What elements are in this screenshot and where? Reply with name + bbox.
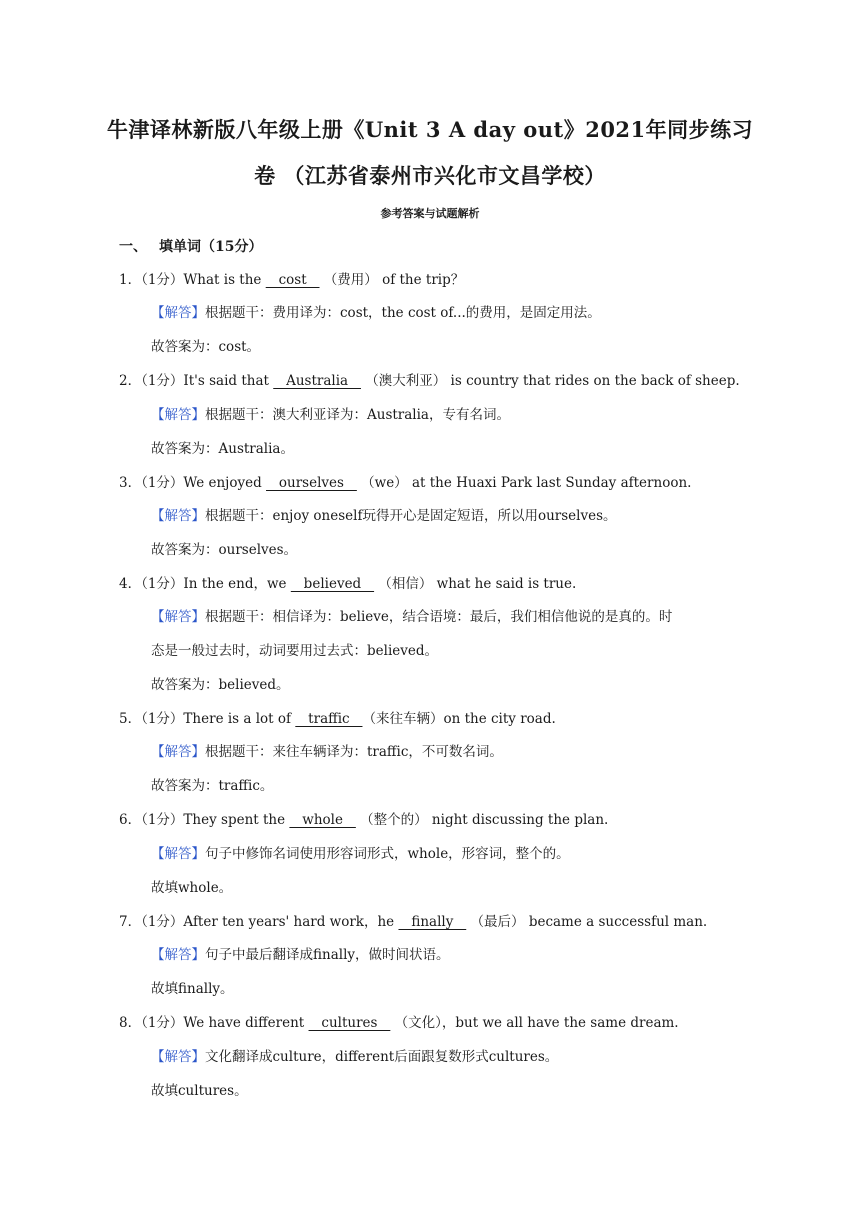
question-7-explanation-text: 句子中最后翻译成finally，做时间状语。 bbox=[205, 947, 450, 963]
question-1 bbox=[119, 270, 464, 290]
question-1-explanation-text: 根据题干：费用译为：cost，the cost of...的费用，是固定用法。 bbox=[205, 305, 601, 321]
question-4-prefix: 4．（1分）In the end，we bbox=[119, 576, 291, 592]
question-3-answer-blank: ourselves bbox=[266, 475, 357, 491]
section-number: 一、 bbox=[119, 239, 147, 255]
question-5-answer-blank: traffic bbox=[295, 711, 363, 727]
question-2 bbox=[119, 371, 740, 391]
question-4-answer-blank: believed bbox=[290, 576, 375, 592]
question-5-explanation bbox=[151, 742, 503, 762]
question-5-explanation-text: 根据题干：来往车辆译为：traffic，不可数名词。 bbox=[205, 744, 503, 760]
question-3-explanation-text: 根据题干：enjoy oneself玩得开心是固定短语，所以用ourselves。 bbox=[205, 508, 617, 524]
answer-tag: 【解答】 bbox=[151, 305, 205, 321]
question-2-explanation-text: 根据题干：澳大利亚译为：Australia，专有名词。 bbox=[205, 407, 510, 423]
question-1-final-answer: 故答案为：cost。 bbox=[151, 339, 261, 355]
question-8-suffix: （文化），but we all have the same dream. bbox=[390, 1015, 679, 1031]
question-5-suffix: （来往车辆）on the city road. bbox=[362, 711, 556, 727]
question-3-explanation bbox=[151, 506, 617, 526]
answer-tag: 【解答】 bbox=[151, 846, 205, 862]
question-3 bbox=[119, 473, 691, 493]
question-2-answer-blank: Australia bbox=[273, 373, 361, 389]
question-8-final-answer: 故填cultures。 bbox=[151, 1083, 248, 1099]
question-8-explanation bbox=[151, 1047, 558, 1067]
question-4-suffix: （相信） what he said is true. bbox=[374, 576, 577, 592]
question-6 bbox=[119, 810, 608, 830]
question-7-explanation bbox=[151, 945, 450, 965]
question-6-final-answer: 故填whole。 bbox=[151, 880, 233, 896]
answer-tag: 【解答】 bbox=[151, 947, 205, 963]
document-title-line-1: 牛津译林新版八年级上册《Unit 3 A day out》2021年同步练习 bbox=[106, 117, 754, 142]
question-3-final-answer: 故答案为：ourselves。 bbox=[151, 542, 298, 558]
question-1-explanation bbox=[151, 303, 601, 323]
section-label: 填单词（15分） bbox=[159, 239, 263, 255]
question-4-explanation bbox=[151, 607, 672, 627]
question-2-suffix: （澳大利亚） is country that rides on the back of sheep. bbox=[360, 373, 740, 389]
question-2-explanation bbox=[151, 405, 510, 425]
question-5-final-answer: 故答案为：traffic。 bbox=[151, 778, 274, 794]
document-title-line-2: 卷 （江苏省泰州市兴化市文昌学校） bbox=[254, 163, 606, 188]
question-3-suffix: （we） at the Huaxi Park last Sunday afternoon. bbox=[356, 475, 692, 491]
question-5-prefix: 5．（1分）There is a lot of bbox=[119, 711, 296, 727]
question-4-final-answer: 故答案为：believed。 bbox=[151, 677, 290, 693]
question-5 bbox=[119, 709, 556, 729]
question-7-suffix: （最后） became a successful man. bbox=[466, 914, 708, 930]
question-8 bbox=[119, 1013, 679, 1033]
question-2-final-answer: 故答案为：Australia。 bbox=[151, 441, 294, 457]
answer-tag: 【解答】 bbox=[151, 1049, 205, 1065]
question-6-prefix: 6．（1分）They spent the bbox=[119, 812, 290, 828]
question-4-explanation-continued: 态是一般过去时，动词要用过去式：believed。 bbox=[151, 643, 439, 659]
question-6-explanation bbox=[151, 844, 570, 864]
question-7 bbox=[119, 912, 707, 932]
question-6-explanation-text: 句子中修饰名词使用形容词形式，whole，形容词，整个的。 bbox=[205, 846, 570, 862]
answer-tag: 【解答】 bbox=[151, 407, 205, 423]
question-3-prefix: 3．（1分）We enjoyed bbox=[119, 475, 267, 491]
document-subtitle: 参考答案与试题解析 bbox=[380, 207, 480, 220]
answer-tag: 【解答】 bbox=[151, 508, 205, 524]
question-6-suffix: （整个的） night discussing the plan. bbox=[355, 812, 609, 828]
question-1-answer-blank: cost bbox=[265, 272, 320, 288]
section-heading bbox=[119, 236, 262, 256]
question-7-final-answer: 故填finally。 bbox=[151, 981, 234, 997]
question-1-suffix: （费用） of the trip？ bbox=[319, 272, 465, 288]
question-4 bbox=[119, 574, 576, 594]
question-7-prefix: 7．（1分）After ten years' hard work，he bbox=[119, 914, 399, 930]
answer-tag: 【解答】 bbox=[151, 744, 205, 760]
question-7-answer-blank: finally bbox=[398, 914, 467, 930]
question-8-explanation-text: 文化翻译成culture，different后面跟复数形式cultures。 bbox=[205, 1049, 559, 1065]
question-8-answer-blank: cultures bbox=[308, 1015, 391, 1031]
question-2-prefix: 2．（1分）It's said that bbox=[119, 373, 274, 389]
question-4-explanation-text: 根据题干：相信译为：believe，结合语境：最后，我们相信他说的是真的。时 bbox=[205, 609, 673, 625]
answer-tag: 【解答】 bbox=[151, 609, 205, 625]
question-1-prefix: 1．（1分）What is the bbox=[119, 272, 266, 288]
question-8-prefix: 8．（1分）We have different bbox=[119, 1015, 309, 1031]
question-6-answer-blank: whole bbox=[289, 812, 356, 828]
